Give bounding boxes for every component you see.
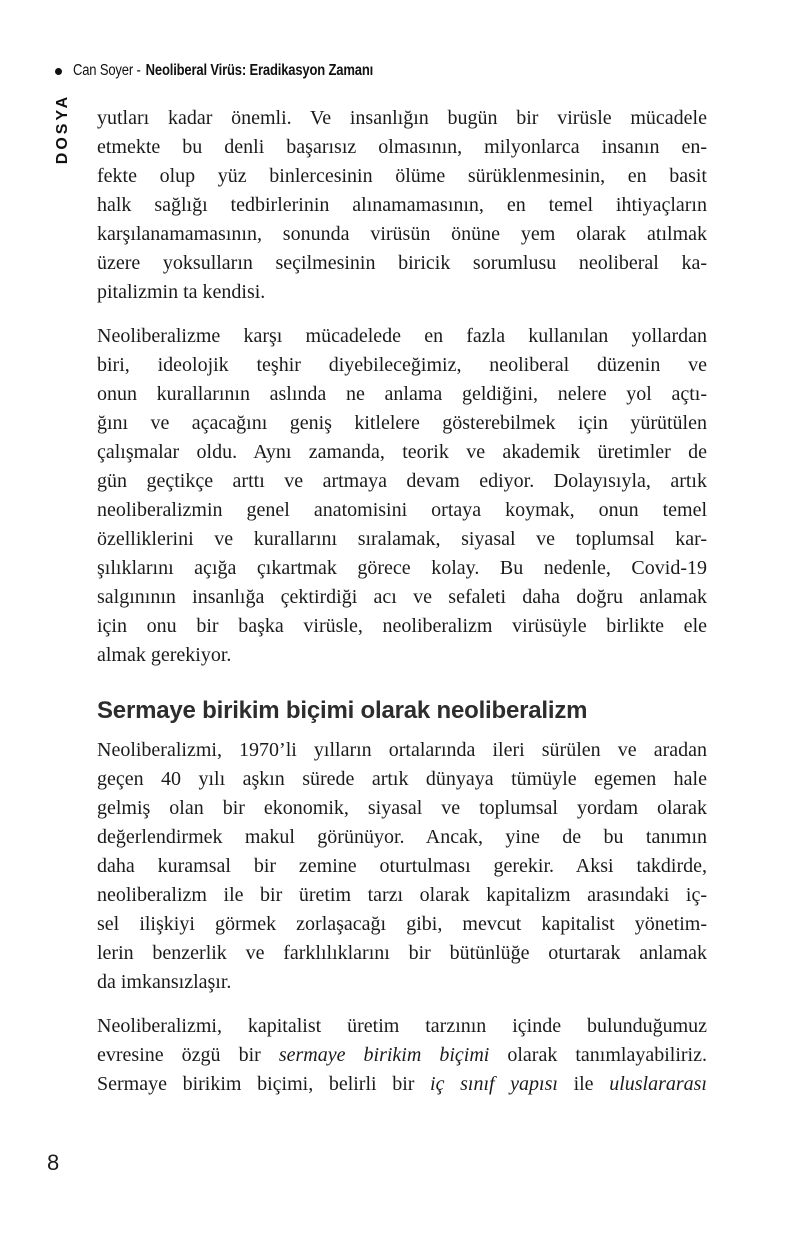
text-line: da imkansızlaşır.	[97, 971, 232, 993]
text-line: salgınının insanlığa çektirdiği acı ve sefaleti daha doğru anlamak	[97, 586, 707, 608]
text-line: Neoliberalizmi, kapitalist üretim tarzının içinde bulunduğumuz	[97, 1015, 707, 1037]
section-heading: Sermaye birikim biçimi olarak neoliberalizm	[97, 697, 588, 724]
bullet-icon	[55, 68, 62, 75]
header-author: Can Soyer -	[73, 62, 141, 79]
text-line: Neoliberalizme karşı mücadelede en fazla kullanılan yollardan	[97, 325, 707, 347]
text-line: Neoliberalizmi, 1970’li yılların ortalarında ileri sürülen ve aradan	[97, 739, 707, 761]
text-line: Sermaye birikim biçimi, belirli bir iç sınıf yapısı ile uluslararası	[97, 1073, 707, 1095]
text-line: için onu bir başka virüsle, neoliberalizm virüsüyle birlikte ele	[97, 615, 707, 637]
text-line: şılıklarını açığa çıkartmak görece kolay. Bu nedenle, Covid-19	[97, 557, 707, 579]
header-title: Neoliberal Virüs: Eradikasyon Zamanı	[145, 62, 374, 79]
text-line: değerlendirmek makul görünüyor. Ancak, yine de bu tanımın	[97, 826, 707, 848]
paragraph	[97, 736, 707, 997]
text-line: evresine özgü bir sermaye birikim biçimi olarak tanımlayabiliriz.	[97, 1044, 707, 1066]
text-line: daha kuramsal bir zemine oturtulması gerekir. Aksi takdirde,	[97, 855, 707, 877]
running-header-text	[73, 62, 373, 80]
text-line: fekte olup yüz binlercesinin ölüme sürüklenmesinin, en basit	[97, 165, 707, 187]
text-line: üzere yoksulların seçilmesinin biricik sorumlusu neoliberal ka-	[97, 252, 707, 274]
text-line: karşılanamamasının, sonunda virüsün önüne yem olarak atılmak	[97, 223, 707, 245]
text-line: özelliklerini ve kurallarını sıralamak, siyasal ve toplumsal kar-	[97, 528, 707, 550]
page-number: 8	[47, 1150, 60, 1175]
paragraph	[97, 1012, 707, 1099]
text-line: pitalizmin ta kendisi.	[97, 281, 266, 303]
text-line: gelmiş olan bir ekonomik, siyasal ve toplumsal yordam olarak	[97, 797, 707, 819]
text-line: yutları kadar önemli. Ve insanlığın bugün bir virüsle mücadele	[97, 107, 707, 129]
running-header	[55, 62, 430, 80]
text-line: onun kurallarının aslında ne anlama geldiğini, nelere yol açtı-	[97, 383, 707, 405]
text-line: gün geçtikçe arttı ve artmaya devam ediyor. Dolayısıyla, artık	[97, 470, 707, 492]
text-line: neoliberalizm ile bir üretim tarzı olarak kapitalizm arasındaki iç-	[97, 884, 707, 906]
text-line: biri, ideolojik teşhir diyebileceğimiz, neoliberal düzenin ve	[97, 354, 707, 376]
text-line: halk sağlığı tedbirlerinin alınamamasının, en temel ihtiyaçların	[97, 194, 707, 216]
text-line: almak gerekiyor.	[97, 644, 232, 666]
text-line: etmekte bu denli başarısız olmasının, milyonlarca insanın en-	[97, 136, 707, 158]
text-line: sel ilişkiyi görmek zorlaşacağı gibi, mevcut kapitalist yönetim-	[97, 913, 707, 935]
text-line: geçen 40 yılı aşkın sürede artık dünyaya tümüyle egemen hale	[97, 768, 707, 790]
text-line: ğını ve açacağını geniş kitlelere gösterebilmek için yürütülen	[97, 412, 707, 434]
paragraph	[97, 104, 707, 307]
paragraph	[97, 322, 707, 670]
text-line: neoliberalizmin genel anatomisini ortaya koymak, onun temel	[97, 499, 707, 521]
text-line: çalışmalar oldu. Aynı zamanda, teorik ve akademik üretimler de	[97, 441, 707, 463]
text-line: lerin benzerlik ve farklılıklarını bir bütünlüğe oturtarak anlamak	[97, 942, 707, 964]
sidebar-vertical-label: DOSYA	[54, 93, 71, 165]
body-text	[97, 104, 707, 1114]
